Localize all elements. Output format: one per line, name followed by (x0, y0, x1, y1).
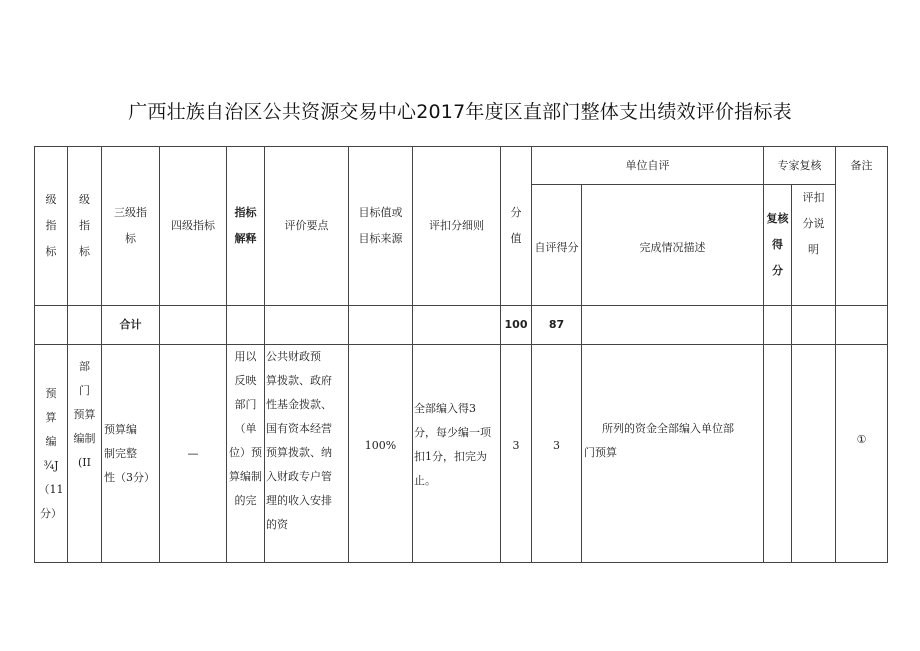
header-scoring-rules: 评扣分细则 (413, 147, 501, 306)
header-level3: 三级指 标 (102, 147, 160, 306)
row-level4: — (160, 345, 227, 563)
total-cell-empty (35, 306, 68, 345)
header-expert-review: 专家复核 (764, 147, 836, 185)
total-cell-empty (349, 306, 413, 345)
header-remark: 备注 (836, 147, 888, 306)
row-review-score (764, 345, 792, 563)
row-level2: 部 门 预算 编制 (II (68, 345, 102, 563)
row-score-value: 3 (501, 345, 532, 563)
header-self-evaluation: 单位自评 (532, 147, 764, 185)
total-cell-empty (792, 306, 836, 345)
total-cell-empty (764, 306, 792, 345)
header-target: 目标值或 目标来源 (349, 147, 413, 306)
header-level1: 级 指 标 (35, 147, 68, 306)
row-level3: 预算编 制完整 性（3分） (102, 345, 160, 563)
row-key-points: 公共财政预 算拨款、政府 性基金拨款、 国有资本经营 预算拨款、纳 入财政专户管 理的收入安排 的资 (265, 345, 349, 563)
header-review-note: 评扣 分说 明 (792, 185, 836, 306)
row-self-description: 所列的资金全部编入单位部 门预算 (582, 345, 764, 563)
total-label: 合计 (102, 306, 160, 345)
header-row-1 (35, 147, 888, 185)
header-score-value: 分 值 (501, 147, 532, 306)
header-level2: 级 指 标 (68, 147, 102, 306)
header-self-description: 完成情况描述 (582, 185, 764, 306)
row-review-note (792, 345, 836, 563)
header-level4: 四级指标 (160, 147, 227, 306)
total-cell-empty (160, 306, 227, 345)
total-score-value: 100 (501, 306, 532, 345)
header-key-points: 评价要点 (265, 147, 349, 306)
row-scoring-rules: 全部编入得3 分，每少编一项 扣1分，扣完为 止。 (413, 345, 501, 563)
row-remark: ① (836, 345, 888, 563)
total-cell-empty (836, 306, 888, 345)
row-explanation: 用以 反映 部门 （单 位）预 算编制 的完 (227, 345, 265, 563)
header-self-score: 自评得分 (532, 185, 582, 306)
total-cell-empty (582, 306, 764, 345)
header-review-score: 复核 得 分 (764, 185, 792, 306)
document-title: 广西壮族自治区公共资源交易中心2017年度区直部门整体支出绩效评价指标表 (128, 101, 792, 123)
row-self-score: 3 (532, 345, 582, 563)
header-explanation: 指标 解释 (227, 147, 265, 306)
total-row (35, 306, 888, 345)
total-self-score: 87 (532, 306, 582, 345)
table-row (35, 345, 888, 563)
total-cell-empty (68, 306, 102, 345)
row-target: 100% (349, 345, 413, 563)
row-level1: 预 算 编 ¾J （11 分） (35, 345, 68, 563)
indicator-table (34, 146, 888, 563)
total-cell-empty (227, 306, 265, 345)
total-cell-empty (265, 306, 349, 345)
total-cell-empty (413, 306, 501, 345)
